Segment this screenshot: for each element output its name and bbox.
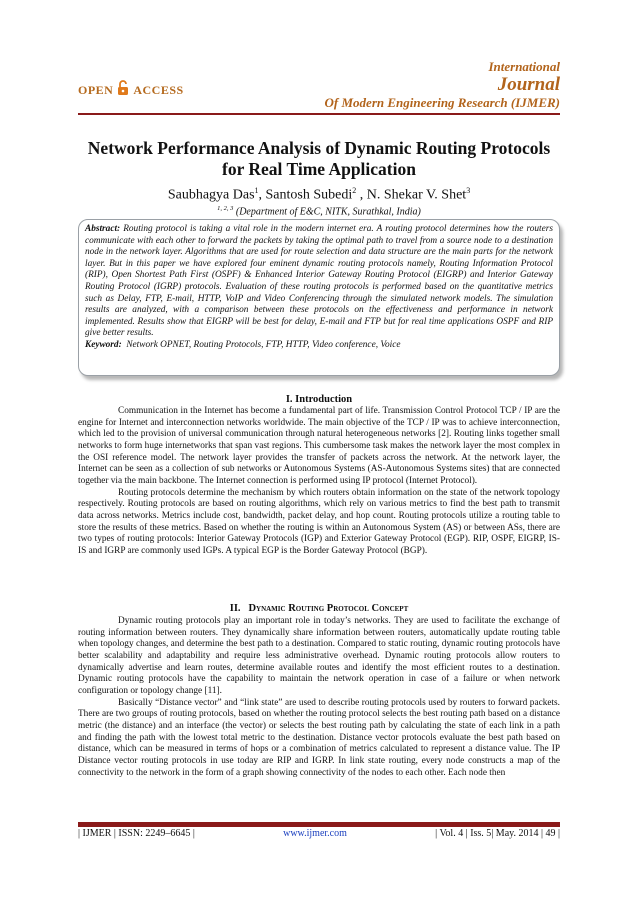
author-name: Santosh Subedi — [265, 187, 353, 203]
affiliation-text: (Department of E&C, NITK, Surathkal, India) — [235, 206, 421, 218]
author-name: Saubhagya Das — [167, 187, 255, 203]
page-footer — [78, 828, 560, 839]
journal-line1: International — [488, 59, 560, 74]
author-sup: 3 — [466, 186, 471, 195]
paragraph: Communication in the Internet has become a fundamental part of life. Transmission Control Protocol TCP / IP are the engine for Internet and interconnection networks worldwide. The main objective of the TCP / IP was to achieve interconnection, which led to the provision of universal communication through natural heterogeneous networks [2]. Routing links together small networks to form huge internetworks that span vast regions. This cumbersome task makes the network layer the most complex in the OSI reference model. The network layer provides the transfer of packets across the network. At the network layer, the Internet can be seen as a collection of sub networks or Autonomous Systems (AS-Autonomous Systems sites) that are connected together via the main backbone. The Internet connection is performed using IP protocol (Internet Protocol). — [78, 406, 560, 486]
keyword-label: Keyword: — [85, 339, 122, 350]
header-rule — [78, 113, 560, 115]
affiliation-sup: 1, 2, 3 — [217, 205, 234, 212]
section-title: Dynamic Routing Protocol Concept — [248, 603, 409, 614]
affiliation — [78, 205, 560, 217]
footer-url-link[interactable]: www.ijmer.com — [283, 828, 347, 839]
access-label: ACCESS — [133, 82, 184, 97]
paper-title: Network Performance Analysis of Dynamic Routing Protocols for Real Time Application — [87, 138, 551, 179]
open-access-logo — [78, 80, 184, 100]
author-list: Saubhagya Das$^1$, Santosh Subedi$^2$ , N. Shekar V. Shet$^3$ — [167, 186, 471, 203]
open-access-lock-icon — [117, 80, 129, 100]
section-heading-introduction: I. Introduction — [285, 394, 353, 405]
section-body-introduction — [78, 406, 560, 558]
author-sup: 2 — [352, 186, 357, 195]
footer-issn: | IJMER | ISSN: 2249–6645 | — [78, 828, 195, 839]
author-sup: 1 — [254, 186, 259, 195]
open-label: OPEN — [78, 82, 114, 97]
journal-line3: Of Modern Engineering Research (IJMER) — [324, 95, 560, 110]
abstract-box — [78, 219, 560, 376]
abstract-label: Abstract: — [85, 224, 121, 234]
keyword-text: Network OPNET, Routing Protocols, FTP, HTTP, Video conference, Voice — [126, 339, 401, 350]
author-name: N. Shekar V. Shet — [366, 187, 467, 203]
section-number: II. — [229, 603, 241, 614]
journal-masthead — [325, 60, 560, 110]
paragraph: Basically “Distance vector” and “link state” are used to describe routing protocols used by routers to forward packets. There are two groups of routing protocols, based on whether the routing protocol selects the best routing path based on a distance metric (the distance) and an interface (the vector) or selects the best routing path by calculating the state of each link in a path and finding the path with the lowest total metric to the destination. Distance vector protocols evaluate the best path based on distance, which can be measured in terms of hops or a combination of metrics calculated to represent a distance value. The IP Distance vector routing protocols in use today are RIP and IGRP. In link state routing, every node constructs a map of the connectivity to the network in the form of a graph showing connectivity of the nodes to each other. Each node then — [78, 697, 560, 778]
abstract-text: Routing protocol is taking a vital role in the modern internet era. A routing protocol determines how the routers communicate with each other to forward the packets by taking the optimal path to travel from a source node to a destination node in the network layer. Algorithms that are used for route selection and data structure are the main parts for the network layer. But in this paper we have explored four eminent dynamic routing protocols namely, Routing Information Protocol (RIP), Open Shortest Path First (OSPF) & Enhanced Interior Gateway Routing Protocol (EIGRP) and Interior Gateway Routing Protocol (IGRP) protocols. Evaluation of these routing protocols is performed based on the quantitative metrics such as Delay, FTP, E-mail, HTTP, VoIP and Video Conferencing through the simulated network models. The simulation results are analyzed, with a comparison between these protocols on the effectiveness and performance in network implemented. Results show that EIGRP will be best for delay, E-mail and FTP but for real time applications OSPF and RIP give better results. — [85, 224, 553, 339]
paragraph: Dynamic routing protocols play an important role in today’s networks. They are used to facilitate the exchange of routing information between routers. They dynamically share information between routers, automatically update routing table when topology changes, and determine the best path to a destination. Compared to static routing, dynamic routing protocols have better scalability and adaptability and require less administrative overhead. Dynamic routing protocols allow routers to dynamically advertise and learn routes, determine available routes and identify the most efficient routes to a destination. Dynamic routing protocols have the capability to maintain the network operation in case of a failure or when network configuration or topology change [11]. — [78, 616, 560, 696]
section-heading-dynamic-routing — [78, 603, 560, 614]
footer-volume-page: | Vol. 4 | Iss. 5| May. 2014 | 49 | — [435, 828, 560, 839]
paragraph: Routing protocols determine the mechanism by which routers obtain information on the state of the network topology respectively. Routing protocols are based on routing algorithms, which rely on various metrics to find the best path to transmit data across networks. Metrics include cost, bandwidth, packet delay, and hop count. Routing protocols utilize a routing table to store the results of these metrics. Based on whether the routing is within an Autonomous System (AS) or between ASs, there are two types of routing protocols: Interior Gateway Protocols (IGP) and Exterior Gateway Protocol (EGP). RIP, OSPF, EIGRP, IS-IS and IGRP are commonly used IGPs. A typical EGP is the Border Gateway Protocol (BGP). — [78, 487, 560, 556]
footer-rule — [78, 822, 560, 827]
journal-line2: Journal — [497, 74, 560, 95]
section-body-dynamic-routing — [78, 616, 560, 779]
